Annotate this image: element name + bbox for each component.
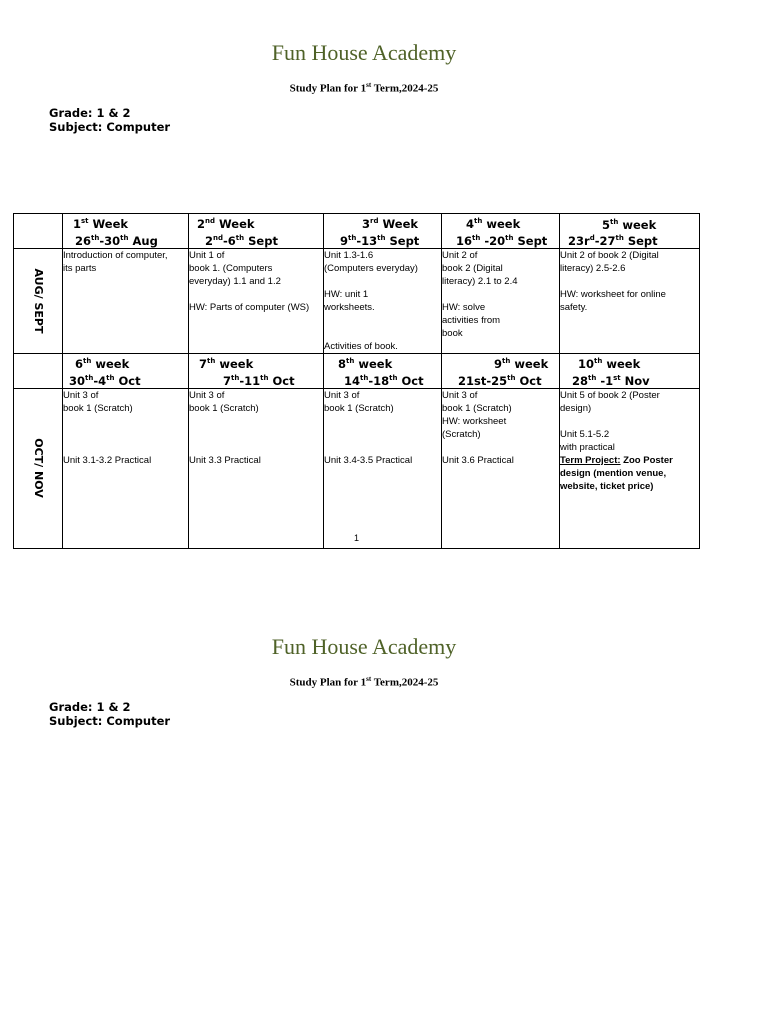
term-project-label: Term Project:	[560, 454, 621, 466]
cell-week-2: Unit 1 of book 1. (Computers everyday) 1.1 and 1.2 HW: Parts of computer (WS)	[189, 249, 324, 354]
cell-week-4: Unit 2 of book 2 (Digital literacy) 2.1 to 2.4 HW: solve activities from book	[442, 249, 560, 354]
week-header-2: 2nd Week 2nd-6th Sept	[189, 214, 324, 249]
week-header-9: 9th week 21st-25th Oct	[442, 354, 560, 389]
subject-label: Subject: Computer	[49, 120, 171, 134]
cell-week-10: Unit 5 of book 2 (Poster design) Unit 5.1-5.2 with practical Term Project: Zoo Poster design (mention venue, website, ticket price)	[560, 388, 700, 548]
week-header-10: 10th week 28th -1st Nov	[560, 354, 700, 389]
page-subtitle-2: Study Plan for 1st Term,2024-25	[289, 675, 439, 689]
study-plan-table	[13, 213, 700, 549]
week-header-3: 3rd Week 9th-13th Sept	[324, 214, 442, 249]
week-header-6: 6th week 30th-4th Oct	[63, 354, 189, 389]
cell-week-8: Unit 3 of book 1 (Scratch) Unit 3.4-3.5 Practical	[324, 388, 442, 548]
page-subtitle: Study Plan for 1st Term,2024-25	[289, 81, 439, 95]
page-title: Fun House Academy	[271, 40, 457, 65]
page-title-2: Fun House Academy	[271, 634, 457, 659]
cell-week-9: Unit 3 of book 1 (Scratch) HW: worksheet (Scratch) Unit 3.6 Practical	[442, 388, 560, 548]
grade-subject	[49, 106, 170, 134]
grade-label-2: Grade: 1 & 2	[49, 700, 131, 714]
week-header-1: 1st Week 26th-30th Aug	[63, 214, 189, 249]
cell-week-6: Unit 3 of book 1 (Scratch) Unit 3.1-3.2 Practical	[63, 388, 189, 548]
week-header-5: 5th week $23r^d-27th$ Sept	[560, 214, 700, 249]
week-header-row-2	[14, 354, 700, 389]
oct-nov-row	[14, 388, 700, 548]
empty-header-cell	[14, 214, 63, 249]
cell-week-1: Introduction of computer, its parts	[63, 249, 189, 354]
aug-sept-row	[14, 249, 700, 354]
month-label-oct-nov: OCT/ NOV	[14, 388, 63, 548]
week-header-7: 7th week 7th-11th Oct	[189, 354, 324, 389]
cell-week-5: Unit 2 of book 2 (Digital literacy) 2.5-2.6 HW: worksheet for online safety.	[560, 249, 700, 354]
week-header-8: 8th week 14th-18th Oct	[324, 354, 442, 389]
grade-subject-2	[49, 700, 170, 728]
week-header-4: 4th week 16th -20th Sept	[442, 214, 560, 249]
grade-label: Grade: 1 & 2	[49, 106, 131, 120]
page-number: 1	[354, 533, 360, 543]
month-label-aug-sept: AUG/ SEPT	[14, 249, 63, 354]
cell-week-7: Unit 3 of book 1 (Scratch) Unit 3.3 Practical	[189, 388, 324, 548]
empty-header-cell-2	[14, 354, 63, 389]
cell-week-3: Unit 1.3-1.6 (Computers everyday) HW: unit 1 worksheets. Activities of book.	[324, 249, 442, 354]
week-header-row	[14, 214, 700, 249]
subject-label-2: Subject: Computer	[49, 714, 171, 728]
